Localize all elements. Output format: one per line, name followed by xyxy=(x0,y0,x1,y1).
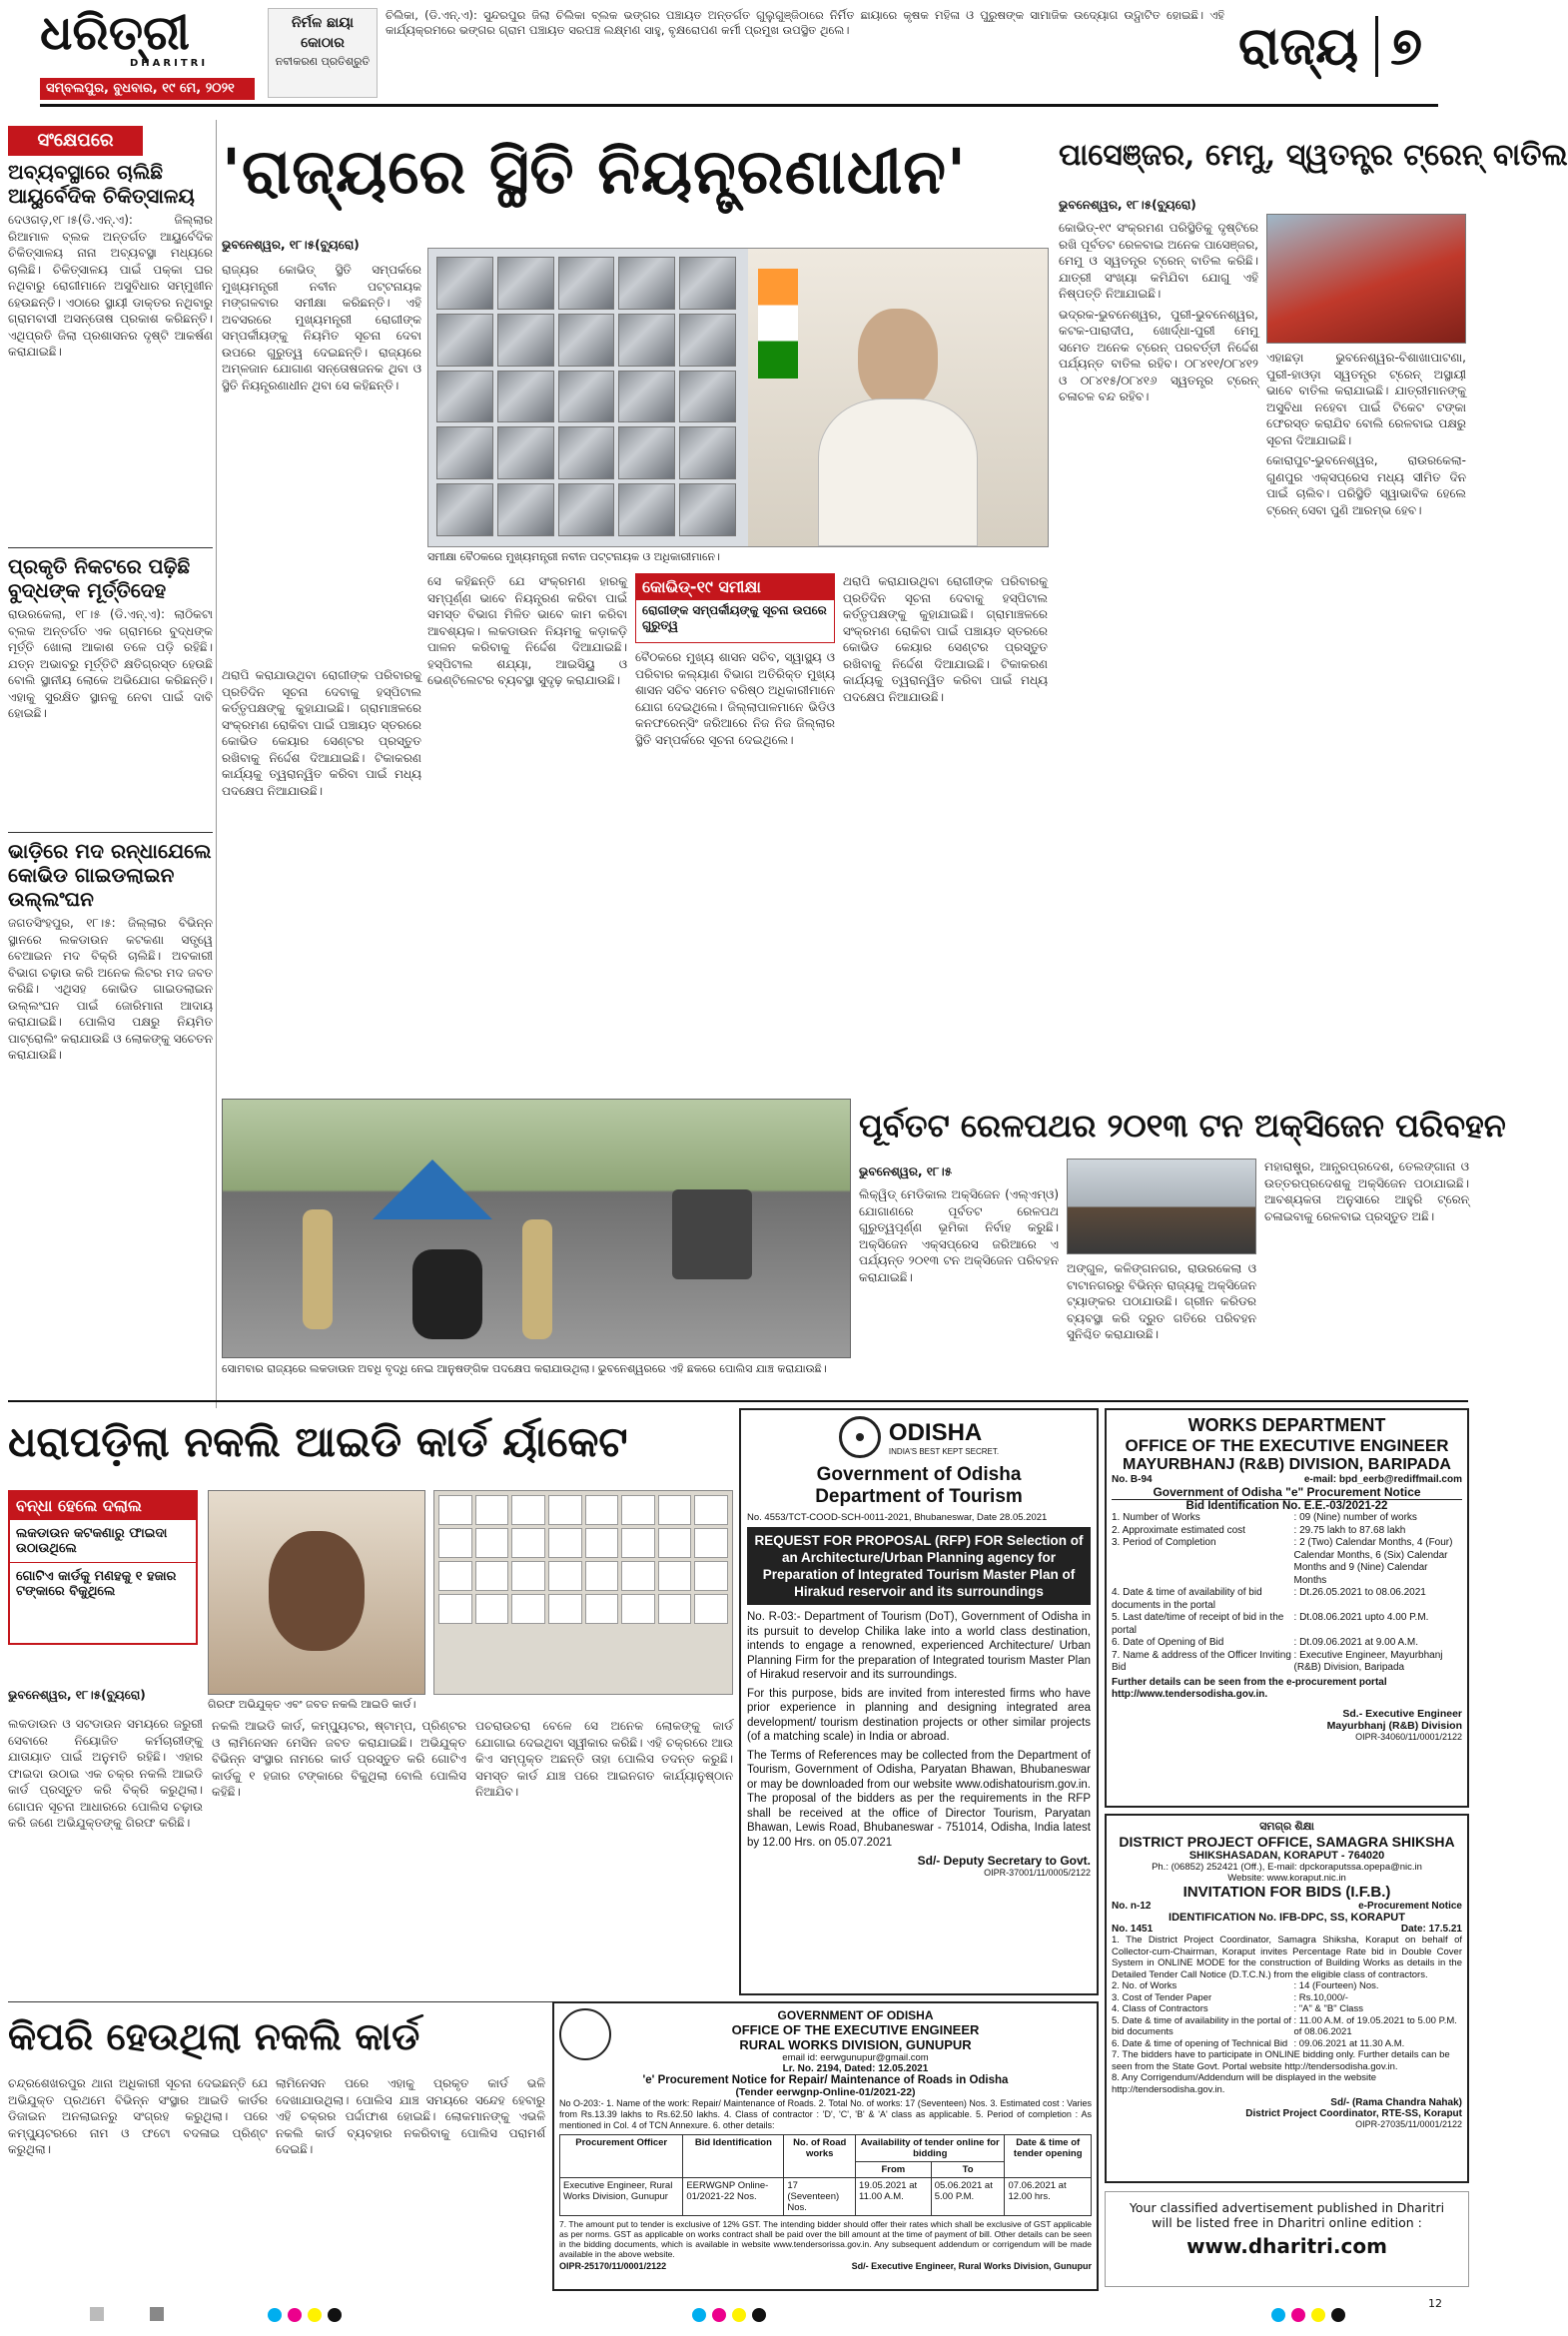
inset-subtitle: ରୋଗୀଙ୍କ ସମ୍ପର୍କୀୟଙ୍କୁ ସୂଚନା ଉପରେ ଗୁରୁତ୍ୱ xyxy=(642,603,827,632)
oxygen-dateline: ଭୁବନେଶ୍ୱର, ୧୮।୫ xyxy=(859,1165,953,1178)
shiksha-row xyxy=(1112,2015,1462,2038)
video-conference-grid xyxy=(436,257,736,536)
fake-cards-photo xyxy=(433,1490,733,1695)
rural-notice: 'e' Procurement Notice for Repair/ Maintenance of Roads in Odisha xyxy=(642,2074,1009,2086)
rural-sign: Sd/- Executive Engineer, Rural Works Division, Gunupur xyxy=(851,2261,1092,2271)
ad-rural xyxy=(552,2001,1099,2291)
rural-table xyxy=(559,2134,1092,2216)
shiksha-row-key: 5. Date & time of availability in the portal of bid documents xyxy=(1112,2014,1292,2037)
section-name: ରାଜ୍ୟ xyxy=(1238,16,1359,77)
classified-url: www.dharitri.com xyxy=(1186,2234,1387,2258)
works-row-value: : 29.75 lakh to 87.68 lakh xyxy=(1293,1524,1406,1536)
racket-point-2: ଗୋଟିଏ କାର୍ଡକୁ ମଣହକୁ ୧ ହଜାର ଟଙ୍କାରେ ବିକୁଥିଲେ xyxy=(16,1569,177,1599)
racket-headline: ଧରାପଡ଼ିଲା ନକଲି ଆଇଡି କାର୍ଡ ର୍ୟାକେଟ xyxy=(8,1417,628,1466)
police-figure-icon xyxy=(303,1209,333,1329)
lead-col-3: ବୈଠକରେ ମୁଖ୍ୟ ଶାସନ ସଚିବ, ସ୍ୱାସ୍ଥ୍ୟ ଓ ପରିବାର କଲ୍ୟାଣ ବିଭାଗ ଅତିରିକ୍ତ ମୁଖ୍ୟ ଶାସନ ସଚିବ ସମେତ ବରିଷ୍ଠ ଅଧିକାରୀମାନେ ଯୋଗ ଦେଇଥିଲେ। ଜିଲ୍ଲାପାଳମାନେ ଭିଡିଓ କନଫରେନ୍ସିଂ ଜରିଆରେ ନିଜ ନିଜ ଜିଲ୍ଲାର ସ୍ଥିତି ସମ୍ପର୍କରେ ସୂଚନା ଦେଇଥିଲେ। xyxy=(635,650,835,747)
racket-col-2: ନକଲି ଆଇଡି କାର୍ଡ, କମ୍ପ୍ୟୁଟର, ଷ୍ଟାମ୍ପ, ପ୍ରିଣ୍ଟର ଓ ଲାମିନେସନ ମେସିନ ଜବତ କରାଯାଇଛି। ଅଭିଯୁକ୍ତ ବିଭିନ୍ନ ସଂସ୍ଥାର ନାମରେ କାର୍ଡ ପ୍ରସ୍ତୁତ କରି ଗୋଟିଏ କାର୍ଡକୁ ୧ ହଜାର ଟଙ୍କାରେ ବିକୁଥିଲା ବୋଲି ପୋଲିସ କହିଛି। xyxy=(212,1719,466,1799)
shiksha-sign-2: District Project Coordinator, RTE-SS, Koraput xyxy=(1245,2108,1462,2119)
person-face-icon xyxy=(858,309,938,408)
tagline-box xyxy=(268,8,378,98)
cmyk-dots-1 xyxy=(265,2307,345,2326)
mid-rule xyxy=(8,1400,1468,1402)
lead-col-4: ଥରାପି କରାଯାଉଥିବା ରୋଗୀଙ୍କ ପରିବାରକୁ ପ୍ରତିଦିନ ସୂଚନା ଦେବାକୁ ହସ୍ପିଟାଲ କର୍ତ୍ତୃପକ୍ଷଙ୍କୁ କୁହାଯାଇଛି। ଗ୍ରାମାଞ୍ଚଳରେ ସଂକ୍ରମଣ ରୋକିବା ପାଇଁ ପଞ୍ଚାୟତ ସ୍ତରରେ କୋଭିଡ କେୟାର ସେଣ୍ଟର ପ୍ରସ୍ତୁତ ରଖିବାକୁ ନିର୍ଦ୍ଦେଶ ଦିଆଯାଇଛି। ଟିକାକରଣ କାର୍ଯ୍ୟକୁ ତ୍ୱରାନ୍ୱିତ କରିବା ପାଇଁ ମଧ୍ୟ ପଦକ୍ଷେପ ନିଆଯାଉଛି। xyxy=(843,574,1048,704)
shiksha-rows xyxy=(1112,1980,1462,2049)
train-para-4: କୋରାପୁଟ-ଭୁବନେଶ୍ୱର, ରାଉରକେଲା-ଗୁଣପୁର ଏକ୍ସପ୍ରେସ ମଧ୍ୟ ସୀମିତ ଦିନ ପାଇଁ ଚାଲିବ। ପରିସ୍ଥିତି ସ୍ୱାଭାବିକ ହେଲେ ଟ୍ରେନ୍ ସେବା ପୁଣି ଆରମ୍ଭ ହେବ। xyxy=(1266,453,1466,517)
rural-cell-opening: 07.06.2021 at 12.00 hrs. xyxy=(1005,2178,1092,2216)
works-row-value: : Dt.08.06.2021 upto 4.00 P.M. xyxy=(1293,1612,1429,1623)
rural-th-from: From xyxy=(856,2162,932,2178)
oxygen-train-photo xyxy=(1067,1159,1256,1254)
tourism-para-2: For this purpose, bids are invited from interested firms who have prior experience in planning and designing integrated area development/ tourism destination projects or other similar projects (of a matching scale) in India or abroad. xyxy=(747,1687,1091,1743)
tent-icon xyxy=(373,1160,492,1219)
works-notice: Government of Odisha "e" Procurement Notice xyxy=(1112,1485,1462,1500)
racket-col-1: ଲକଡାଉନ ଓ ସଟଡାଉନ ସମୟରେ ଜରୁରୀ ସେବାରେ ନିୟୋଜିତ କର୍ମଚାରୀଙ୍କୁ ଯାତାୟାତ ପାଇଁ ଅନୁମତି ରହିଛି। ଏହାର ଫାଇଦା ଉଠାଇ ଏକ ଚକ୍ର ନକଲି ଆଇଡି କାର୍ଡ ପ୍ରସ୍ତୁତ କରି ବିକ୍ରି କରୁଥିଲା। ଗୋପନ ସୂଚନା ଆଧାରରେ ପୋଲିସ ଚଢ଼ାଉ କରି ଜଣେ ଅଭିଯୁକ୍ତଙ୍କୁ ଗିରଫ କରିଛି। xyxy=(8,1717,203,1830)
works-row xyxy=(1112,1637,1462,1650)
brief-headline-3: ଭାଡ଼ିରେ ମଦ ରନ୍ଧାଯେଲେ କୋଭିଡ ଗାଇଡଲାଇନ ଉଲ୍ଲଂଘନ xyxy=(8,839,212,911)
train-photo xyxy=(1266,214,1466,344)
rural-th-works: No. of Road works xyxy=(784,2135,856,2178)
shiksha-intro: 1. The District Project Coordinator, Samagra Shiksha, Koraput on behalf of Collector-cum-Chairman, Koraput invites Percentage Rate bid in Double Cover System in ONLINE MODE for the construction of Building Works as details in the Detailed Tender Call Notice (D.T.C.N.) from the eligible class of contractors. xyxy=(1112,1935,1462,1980)
shiksha-top: ସମଗ୍ର ଶିକ୍ଷା xyxy=(1259,1821,1314,1833)
lead-dateline: ଭୁବନେଶ୍ୱର, ୧୮।୫(ବ୍ୟୁରୋ) xyxy=(222,238,360,252)
rural-th-bid: Bid Identification xyxy=(683,2135,784,2178)
brief-headline-2: ପ୍ରକୃତି ନିକଟରେ ପଢ଼ିଛି ବୁଦ୍ଧଙ୍କ ମୂର୍ତ୍ତିଦେହ xyxy=(8,554,191,602)
shiksha-p7: 7. The bidders have to participate in ONLINE bidding only. Further details can be seen from the State Govt. Portal website http://tendersodisha.gov.in. xyxy=(1112,2049,1450,2072)
rural-cell-from: 19.05.2021 at 11.00 A.M. xyxy=(856,2178,932,2216)
tourism-brand-tag: INDIA'S BEST KEPT SECRET. xyxy=(888,1446,1000,1456)
ad-works xyxy=(1105,1408,1469,1808)
oxygen-headline: ପୂର୍ବତଟ ରେଳପଥର ୨୦୧୩ ଟନ ଅକ୍ସିଜେନ ପରିବହନ xyxy=(859,1107,1506,1145)
rural-th-officer: Procurement Officer xyxy=(560,2135,683,2178)
racket-box xyxy=(8,1490,198,1645)
rural-cell-to: 05.06.2021 at 5.00 P.M. xyxy=(931,2178,1005,2216)
train-dateline: ଭୁବନେଶ୍ୱର, ୧୮।୫(ବ୍ୟୁରୋ) xyxy=(1059,198,1196,212)
works-row-key: 6. Date of Opening of Bid xyxy=(1112,1637,1224,1648)
rural-ref: Lr. No. 2194, Dated: 12.05.2021 xyxy=(782,2063,929,2074)
fake-card-headline: କିପରି ହେଉଥିଲା ନକଲି କାର୍ଡ xyxy=(8,2013,420,2058)
cmyk-dots-2 xyxy=(689,2307,769,2326)
shiksha-row-value: : Rs.10,000/- xyxy=(1293,1991,1348,2003)
tourism-dept: Department of Tourism xyxy=(815,1486,1023,1507)
works-row xyxy=(1112,1512,1462,1525)
section-header xyxy=(1238,12,1438,92)
shiksha-website: Website: www.koraput.nic.in xyxy=(1227,1873,1346,1884)
tagline-1: ନିର୍ମଳ ଛାୟା xyxy=(292,15,354,31)
works-row-value: : 2 (Two) Calendar Months, 4 (Four) Calendar Months, 6 (Six) Calendar Months and 9 (Nine) Calendar Months xyxy=(1293,1537,1453,1586)
tourism-govt: Government of Odisha xyxy=(816,1464,1022,1485)
rural-th-opening: Date & time of tender opening xyxy=(1005,2135,1092,2178)
works-no: No. B-94 xyxy=(1112,1474,1153,1485)
table-row xyxy=(560,2178,1092,2216)
shiksha-row xyxy=(1112,2038,1462,2050)
lead-headline: 'ରାଜ୍ୟରେ ସ୍ଥିତି ନିୟନ୍ତ୍ରଣାଧୀନ' xyxy=(222,135,967,208)
works-row-key: 2. Approximate estimated cost xyxy=(1112,1524,1245,1536)
print-registration-strip xyxy=(0,2297,1475,2333)
shiksha-sign-1: Sd/- (Rama Chandra Nahak) xyxy=(1330,2097,1462,2108)
racket-point-1: ଲକଡାଉନ କଟକଣାରୁ ଫାଇଦା ଉଠାଉଥିଲେ xyxy=(10,1520,196,1563)
racket-dateline: ଭୁବନେଶ୍ୱର, ୧୮।୫(ବ୍ୟୁରୋ) xyxy=(8,1688,146,1702)
rural-th-to: To xyxy=(931,2162,1005,2178)
accused-photo xyxy=(208,1490,425,1695)
rural-intro: No O-203:- 1. Name of the work: Repair/ Maintenance of Roads. 2. Total No. of works: 17 (Seventeen) Nos. 3. Estimated cost : Varies from Rs.13.39 lakhs to Rs.62.50 lakhs. 4. Class of contractor : 'D', 'C', 'B' & 'A' class as applicable. 5. Period of completion : As mentioned in Col. 4 of TCN Annexure. 6. other details: xyxy=(559,2098,1092,2130)
tourism-para-1: No. R-03:- Department of Tourism (DoT), Government of Odisha in its pursuit to develop Chilika lake into a world class destination, intends to engage a renowned, experienced Architecture/ Urban Planning Firm for the preparation of Integrated tourism Master Plan of Hirakud reservoir and its surroundings. xyxy=(747,1611,1091,1681)
page-number-top: ୭ xyxy=(1375,16,1422,77)
racket-box-title: ବନ୍ଧା ହେଲେ ଦଲାଲ xyxy=(10,1492,196,1520)
covid-inset xyxy=(635,573,835,643)
shiksha-row xyxy=(1112,1980,1462,1992)
shiksha-no-2: No. 1451 xyxy=(1112,1924,1154,1935)
works-sign-1: Sd.- Executive Engineer xyxy=(1342,1707,1462,1720)
logo-text: ଧରିତ୍ରୀ xyxy=(40,5,190,61)
shiksha-row-key: 3. Cost of Tender Paper xyxy=(1112,1991,1212,2003)
dateline-band: ସମ୍ବଲପୁର, ବୁଧବାର, ୧୯ ମେ, ୨୦୨୧ xyxy=(40,78,255,100)
oxygen-col-2: ଅଙ୍ଗୁଳ, କଳିଙ୍ଗନଗର, ରାଉରକେଲା ଓ ଟାଟାନଗରରୁ ବିଭିନ୍ନ ରାଜ୍ୟକୁ ଅକ୍ସିଜେନ ଟ୍ୟାଙ୍କର ପଠାଯାଉଛି। ଗ୍ରୀନ କରିଡର ବ୍ୟବସ୍ଥା କରି ଦ୍ରୁତ ଗତିରେ ପରିବହନ ସୁନିଶ୍ଚିତ କରାଯାଉଛି। xyxy=(1067,1261,1256,1341)
cmyk-dots-3 xyxy=(1268,2307,1348,2326)
shiksha-row-value: : "A" & "B" Class xyxy=(1293,2003,1363,2014)
top-ticker: ଚିଲିକା, (ଡି.ଏନ୍.ଏ): ସୁନ୍ଦରପୁର ଜିଲା ଚିଲିକା ବ୍ଲକ ଭଙ୍ଗର ପଞ୍ଚାୟତ ଅନ୍ତର୍ଗତ ଗୁଲୁଗୁଞ୍ଜିଠାରେ ନିର୍ମିତ ଛାୟାରେ କୃଷକ ମହିଳା ଓ ପୁରୁଷଙ୍କ ସାମାଜିକ ଉଦ୍ୟୋଗ ଉଦ୍ଘାଟିତ ହୋଇଛି। ଏହି କାର୍ଯ୍ୟକ୍ରମରେ ଭଙ୍ଗର ଗ୍ରାମ ପଞ୍ଚାୟତ ସରପଞ୍ଚ ଲକ୍ଷ୍ମଣ ସାହୁ, ବୃକ୍ଷରୋପଣ କର୍ମୀ ପ୍ରମୁଖ ଉପସ୍ଥିତ ଥିଲେ। xyxy=(386,8,1224,37)
shiksha-row-key: 2. No. of Works xyxy=(1112,1980,1177,1991)
works-title-3: MAYURBHANJ (R&B) DIVISION, BARIPADA xyxy=(1123,1456,1451,1473)
street-photo xyxy=(222,1099,851,1358)
shiksha-date: Date: 17.5.21 xyxy=(1400,1924,1462,1935)
shiksha-oipr: OIPR-27035/11/0001/2122 xyxy=(1355,2119,1462,2129)
works-row xyxy=(1112,1650,1462,1675)
brief-body-2: ରାଉରକେଲା, ୧୮।୫ (ଡି.ଏନ୍.ଏ): ଲାଠିକଟା ବ୍ଲକ ଅନ୍ତର୍ଗତ ଏକ ଗ୍ରାମରେ ବୁଦ୍ଧଙ୍କ ମୂର୍ତ୍ତି ଖୋଲା ଆକାଶ ତଳେ ପଡ଼ି ରହିଛି। ଯତ୍ନ ଅଭାବରୁ ମୂର୍ତ୍ତିଟି କ୍ଷତିଗ୍ରସ୍ତ ହେଉଛି ବୋଲି ସ୍ଥାନୀୟ ଲୋକେ ଅଭିଯୋଗ କରିଛନ୍ତି। ଏହାକୁ ସୁରକ୍ଷିତ ସ୍ଥାନକୁ ନେବା ପାଇଁ ଦାବି ହୋଇଛି। xyxy=(8,607,213,720)
train-headline: ପାସେଞ୍ଜର, ମେମୁ, ସ୍ୱତନ୍ତ୍ର ଟ୍ରେନ୍ ବାତିଲ xyxy=(1059,138,1568,173)
lead-col-2: ସେ କହିଛନ୍ତି ଯେ ସଂକ୍ରମଣ ହାରକୁ ସମ୍ପୂର୍ଣ୍ଣ ଭାବେ ନିୟନ୍ତ୍ରଣ କରିବା ପାଇଁ ସମସ୍ତ ବିଭାଗ ମିଳିତ ଭାବେ କାମ କରିବା ଆବଶ୍ୟକ। ଲକଡାଉନ ନିୟମକୁ କଡ଼ାକଡ଼ି ପାଳନ କରିବାକୁ ନିର୍ଦ୍ଦେଶ ଦିଆଯାଇଛି। ହସ୍ପିଟାଲ ଶଯ୍ୟା, ଆଇସିୟୁ ଓ ଭେଣ୍ଟିଲେଟର ବ୍ୟବସ୍ଥା ସୁଦୃଢ଼ କରାଯାଉଛି। xyxy=(427,574,627,687)
masthead-rule xyxy=(40,104,1438,107)
works-row-key: 5. Last date/time of receipt of bid in the portal xyxy=(1112,1612,1284,1636)
works-rows xyxy=(1112,1512,1462,1675)
works-row xyxy=(1112,1525,1462,1538)
works-title-1: WORKS DEPARTMENT xyxy=(1187,1415,1386,1435)
lead-col-1: ରାଜ୍ୟର କୋଭିଡ୍ ସ୍ଥିତି ସମ୍ପର୍କରେ ମୁଖ୍ୟମନ୍ତ୍ରୀ ନବୀନ ପଟ୍ଟନାୟକ ମଙ୍ଗଳବାର ସମୀକ୍ଷା କରିଛନ୍ତି। ଏହି ଅବସରରେ ମୁଖ୍ୟମନ୍ତ୍ରୀ ରୋଗୀଙ୍କ ସମ୍ପର୍କୀୟଙ୍କୁ ନିୟମିତ ସୂଚନା ଦେବା ଉପରେ ଗୁରୁତ୍ୱ ଦେଇଛନ୍ତି। ରାଜ୍ୟରେ ଅମ୍ଳଜାନ ଯୋଗାଣ ସନ୍ତୋଷଜନକ ଥିବା ଓ ସ୍ଥିତି ନିୟନ୍ତ୍ରଣାଧୀନ ଥିବା ସେ କହିଛନ୍ତି। xyxy=(222,263,421,392)
street-photo-caption: ସୋମବାର ରାଜ୍ୟରେ ଲକଡାଉନ ଅବଧି ବୃଦ୍ଧି ନେଇ ଆନୁଷଙ୍ଗିକ ପଦକ୍ଷେପ କରାଯାଉଥିଲା। ଭୁବନେଶ୍ୱରରେ ଏହି ଛକରେ ପୋଲିସ ଯାଞ୍ଚ କରାଯାଉଛି। xyxy=(222,1362,827,1375)
rural-notes: 7. The amount put to tender is exclusive of 12% GST. The intending bidder should offer their rates which shall be exclusive of GST applicable as per norms. GST as applicable on works contract shall be paid over the bill amount at the time of payment of bill. Other details can be seen in the bidding documents, which is available in website www.tendersorissa.gov.in. Any subsequent addendum or corrigendum will be made available in the above website. xyxy=(559,2219,1092,2259)
brief-headline-1: ଅବ୍ୟବସ୍ଥାରେ ଚାଲିଛି ଆୟୁର୍ବେଦିକ ଚିକିତ୍ସାଳୟ xyxy=(8,160,195,208)
lead-photo-caption: ସମୀକ୍ଷା ବୈଠକରେ ମୁଖ୍ୟମନ୍ତ୍ରୀ ନବୀନ ପଟ୍ଟନାୟକ ଓ ଅଧିକାରୀମାନେ। xyxy=(427,550,721,563)
ad-shiksha xyxy=(1105,1814,1469,2183)
logo-sub: DHARITRI xyxy=(130,58,209,69)
shiksha-row-key: 4. Class of Contractors xyxy=(1112,2003,1208,2014)
works-further: Further details can be seen from the e-procurement portal http://www.tendersodisha.gov.in. xyxy=(1112,1676,1387,1700)
shiksha-notice: e-Procurement Notice xyxy=(1358,1901,1462,1912)
works-row-value: : Executive Engineer, Mayurbhanj (R&B) Division, Baripada xyxy=(1293,1649,1443,1673)
tourism-ref: No. 4553/TCT-COOD-SCH-0011-2021, Bhubaneswar, Date 28.05.2021 xyxy=(747,1512,1048,1523)
shiksha-title-1: DISTRICT PROJECT OFFICE, SAMAGRA SHIKSHA xyxy=(1119,1834,1455,1850)
brief-label: ସଂକ୍ଷେପରେ xyxy=(8,126,143,156)
works-row xyxy=(1112,1612,1462,1637)
rural-cell-bid: EERWGNP Online- 01/2021-22 Nos. xyxy=(683,2178,784,2216)
rural-title-2: OFFICE OF THE EXECUTIVE ENGINEER xyxy=(731,2022,980,2037)
rural-email: email id: eerwgunupur@gmail.com xyxy=(782,2052,929,2063)
shiksha-row-key: 6. Date & time of opening of Technical Bid xyxy=(1112,2037,1288,2049)
police-figure-icon-2 xyxy=(522,1219,552,1339)
works-row-value: : 09 (Nine) number of works xyxy=(1293,1512,1417,1523)
oxygen-col-3: ମହାରାଷ୍ଟ୍ର, ଆନ୍ଧ୍ରପ୍ରଦେଶ, ତେଲଙ୍ଗାନା ଓ ଉତ୍ତରପ୍ରଦେଶକୁ ଅକ୍ସିଜେନ ପଠାଯାଇଛି। ଆବଶ୍ୟକତା ଅନୁସାରେ ଆହୁରି ଟ୍ରେନ୍ ଚଳାଇବାକୁ ରେଳବାଇ ପ୍ରସ୍ତୁତ ଅଛି। xyxy=(1264,1160,1469,1223)
rural-title-1: GOVERNMENT OF ODISHA xyxy=(777,2008,934,2022)
classified-box xyxy=(1105,2191,1469,2287)
fake-card-col-1: ଚନ୍ଦ୍ରଶେଖରପୁର ଥାନା ଅଧିକାରୀ ସୂଚନା ଦେଇଛନ୍ତି ଯେ ଅଭିଯୁକ୍ତ ପ୍ରଥମେ ବିଭିନ୍ନ ସଂସ୍ଥାର ଆଇଡି କାର୍ଡର ଡିଜାଇନ ଅନଲାଇନରୁ ସଂଗ୍ରହ କରୁଥିଲା। ପରେ କମ୍ପ୍ୟୁଟରରେ ନାମ ଓ ଫଟୋ ବଦଳାଇ ପ୍ରିଣ୍ଟ କରୁଥିଲା। xyxy=(8,2076,268,2156)
brief-body-1: ଦେଓଗଡ଼,୧୮।୫(ଡି.ଏନ୍.ଏ): ଜିଲ୍ଲାର ରିଆମାଳ ବ୍ଲକ ଅନ୍ତର୍ଗତ ଆୟୁର୍ବେଦିକ ଚିକିତ୍ସାଳୟ ନାନା ଅବ୍ୟବସ୍ଥା ମଧ୍ୟରେ ଚାଲିଛି। ଚିକିତ୍ସାଳୟ ପାଇଁ ପକ୍କା ଘର ନଥିବାରୁ ରୋଗୀମାନେ ଅସୁବିଧାର ସମ୍ମୁଖୀନ ହେଉଛନ୍ତି। ଏଠାରେ ସ୍ଥାୟୀ ଡାକ୍ତର ନଥିବାରୁ ଗ୍ରାମବାସୀ ଅସନ୍ତୋଷ ପ୍ରକାଶ କରିଛନ୍ତି। ଏଥିପ୍ରତି ଜିଲା ପ୍ରଶାସନର ଦୃଷ୍ଟି ଆକର୍ଷଣ କରାଯାଇଛି। xyxy=(8,213,213,359)
works-row-key: 1. Number of Works xyxy=(1112,1512,1200,1523)
works-row-key: 4. Date & time of availability of bid documents in the portal xyxy=(1112,1587,1262,1611)
shiksha-row-value: : 11.00 A.M. of 19.05.2021 to 5.00 P.M. of 08.06.2021 xyxy=(1293,2014,1457,2037)
odisha-emblem-icon xyxy=(559,2008,611,2060)
works-row-value: : Dt.26.05.2021 to 08.06.2021 xyxy=(1293,1587,1426,1598)
shiksha-bid-id: IDENTIFICATION No. IFB-DPC, SS, KORAPUT xyxy=(1169,1912,1405,1924)
motorbike-icon xyxy=(412,1249,482,1339)
classified-line-1: Your classified advertisement published in Dharitri xyxy=(1129,2200,1445,2215)
train-para-1: କୋଭିଡ୍-୧୯ ସଂକ୍ରମଣ ପରିସ୍ଥିତିକୁ ଦୃଷ୍ଟିରେ ରଖି ପୂର୍ବତଟ ରେଳବାଇ ଅନେକ ପାସେଞ୍ଜର, ମେମୁ ଓ ସ୍ୱତନ୍ତ୍ର ଟ୍ରେନ୍ ବାତିଲ କରିଛି। ଯାତ୍ରୀ ସଂଖ୍ୟା କମିଯିବା ଯୋଗୁ ଏହି ନିଷ୍ପତ୍ତି ନିଆଯାଇଛି। xyxy=(1059,221,1258,301)
rural-cell-works: 17 (Seventeen) Nos. xyxy=(784,2178,856,2216)
rural-oipr: OIPR-25170/11/0001/2122 xyxy=(559,2261,667,2271)
shiksha-row xyxy=(1112,2003,1462,2015)
lead-photo xyxy=(427,248,1049,547)
shiksha-title-2: SHIKSHASADAN, KORAPUT - 764020 xyxy=(1188,1850,1385,1862)
train-para-3: ଏହାଛଡ଼ା ଭୁବନେଶ୍ୱର-ବିଶାଖାପାଟଣା, ପୁରୀ-ହାଓଡ଼ା ସ୍ୱତନ୍ତ୍ର ଟ୍ରେନ୍ ଅସ୍ଥାୟୀ ଭାବେ ବାତିଲ କରାଯାଇଛି। ଯାତ୍ରୀମାନଙ୍କୁ ଅସୁବିଧା ନହେବା ପାଇଁ ଟିକେଟ ଟଙ୍କା ଫେରସ୍ତ କରାଯିବ ବୋଲି ରେଳବାଇ ପକ୍ଷରୁ ସୂଚନା ଦିଆଯାଇଛି। xyxy=(1266,351,1466,447)
ad-tourism xyxy=(739,1408,1099,1995)
works-bid-id: Bid Identification No. E.E.-03/2021-22 xyxy=(1185,1500,1388,1512)
person-body-icon xyxy=(818,398,978,546)
tagline-2: କୋଠାର xyxy=(301,35,345,51)
fake-card-col-2: ଲାମିନେସନ ପରେ ଏହାକୁ ପ୍ରକୃତ କାର୍ଡ ଭଳି ଦେଖାଯାଉଥିଲା। ପୋଲିସ ଯାଞ୍ଚ ସମୟରେ ସନ୍ଦେହ ହେବାରୁ ଏହି ଚକ୍ରର ପର୍ଦ୍ଦାଫାଶ ହୋଇଛି। ଲୋକମାନଙ୍କୁ ଏଭଳି ନକଲି କାର୍ଡ ବ୍ୟବହାର ନକରିବାକୁ ପୋଲିସ ପରାମର୍ଶ ଦେଇଛି। xyxy=(276,2076,545,2156)
train-para-2: ଭଦ୍ରକ-ଭୁବନେଶ୍ୱର, ପୁରୀ-ଭୁବନେଶ୍ୱର, କଟକ-ପାରାଦୀପ, ଖୋର୍ଦ୍ଧା-ପୁରୀ ମେମୁ ସମେତ ଅନେକ ଟ୍ରେନ୍ ପରବର୍ତ୍ତୀ ନିର୍ଦ୍ଦେଶ ପର୍ଯ୍ୟନ୍ତ ବାତିଲ ରହିବ। ୦୮୪୧୧/୦୮୪୧୨ ଓ ୦୮୪୧୫/୦୮୪୧୬ ସ୍ୱତନ୍ତ୍ର ଟ୍ରେନ୍ ଚଳାଚଳ ବନ୍ଦ ରହିବ। xyxy=(1059,307,1258,403)
works-row-key: 7. Name & address of the Officer Inviting Bid xyxy=(1112,1649,1291,1673)
rural-tender: (Tender eerwgnp-Online-01/2021-22) xyxy=(735,2086,916,2098)
brief-divider xyxy=(216,120,217,1408)
konark-wheel-icon xyxy=(839,1416,881,1458)
tagline-3: ନବୀକରଣ ପ୍ରତିଶ୍ରୁତି xyxy=(275,55,371,68)
shiksha-p8: 8. Any Corrigendum/Addendum will be displayed in the website http://tendersodisha.gov.in. xyxy=(1112,2072,1377,2095)
shiksha-invitation: INVITATION FOR BIDS (I.F.B.) xyxy=(1182,1884,1391,1901)
rural-th-availability: Availability of tender online for bidding xyxy=(856,2135,1005,2162)
shiksha-row-value: : 09.06.2021 at 11.30 A.M. xyxy=(1293,2037,1405,2049)
brief-body-3: ଜଗତସିଂହପୁର, ୧୮।୫: ଜିଲ୍ଲାର ବିଭିନ୍ନ ସ୍ଥାନରେ ଲକଡାଉନ କଟକଣା ସତ୍ତ୍ୱେ ବେଆଇନ ମଦ ବିକ୍ରି ଚାଲିଛି। ଅବକାରୀ ବିଭାଗ ଚଢ଼ାଉ କରି ଅନେକ ଲିଟର ମଦ ଜବତ କରିଛି। ଏଥିସହ କୋଭିଡ ଗାଇଡଲାଇନ ଉଲ୍ଲଂଘନ ପାଇଁ ଜୋରିମାନା ଆଦାୟ କରାଯାଇଛି। ପୋଲିସ ପକ୍ଷରୁ ନିୟମିତ ପାଟ୍ରୋଲିଂ କରାଯାଉଛି ଓ ଲୋକଙ୍କୁ ସଚେତନ କରାଯାଉଛି। xyxy=(8,916,213,1062)
cm-portrait xyxy=(748,249,1048,546)
works-row-value: : Dt.09.06.2021 at 9.00 A.M. xyxy=(1293,1637,1419,1648)
oxygen-col-1: ଲିକ୍ୱିଡ୍ ମେଡିକାଲ ଅକ୍ସିଜେନ (ଏଲ୍ଏମ୍ଓ) ଯୋଗାଣରେ ପୂର୍ବତଟ ରେଳପଥ ଗୁରୁତ୍ୱପୂର୍ଣ୍ଣ ଭୂମିକା ନିର୍ବାହ କରୁଛି। ଅକ୍ସିଜେନ ଏକ୍ସପ୍ରେସ ଜରିଆରେ ଏ ପର୍ଯ୍ୟନ୍ତ ୨୦୧୩ ଟନ ଅକ୍ସିଜେନ ପରିବହନ କରାଯାଇଛି। xyxy=(859,1187,1059,1284)
train-col-1 xyxy=(1059,220,1258,1089)
rural-title-3: RURAL WORKS DIVISION, GUNUPUR xyxy=(739,2037,972,2052)
works-row xyxy=(1112,1537,1462,1587)
racket-photo-caption: ଗିରଫ ଅଭିଯୁକ୍ତ ଏବଂ ଜବତ ନକଲି ଆଇଡି କାର୍ଡ। xyxy=(208,1698,416,1711)
works-row-key: 3. Period of Completion xyxy=(1112,1537,1216,1548)
works-oipr: OIPR-34060/11/0001/2122 xyxy=(1355,1731,1462,1742)
works-title-2: OFFICE OF THE EXECUTIVE ENGINEER xyxy=(1125,1436,1449,1455)
train-col-2 xyxy=(1266,350,1466,1089)
footer-page-number: 12 xyxy=(1428,2297,1442,2310)
tourism-sign: Sd/- Deputy Secretary to Govt. xyxy=(917,1854,1091,1868)
tourism-rfp-band: REQUEST FOR PROPOSAL (RFP) FOR Selection of an Architecture/Urban Planning agency for Preparation of Integrated Tourism Master Plan of Hirakud reservoir and its surroundings xyxy=(747,1527,1091,1605)
car-icon xyxy=(672,1189,752,1279)
shiksha-phone: Ph.: (06852) 252421 (Off.), E-mail: dpckoraputssa.opepa@nic.in xyxy=(1152,1862,1422,1873)
shiksha-no: No. n-12 xyxy=(1112,1901,1152,1912)
accused-face-icon xyxy=(269,1531,365,1651)
tourism-brand: ODISHA xyxy=(888,1418,983,1446)
tourism-para-3: The Terms of References may be collected from the Department of Tourism, Government of Odisha, Paryatan Bhawan, Bhubaneswar or may be downloaded from our website www.odishatourism.gov.in. The proposal of the bidders as per the requirements in the RFP shall be received at the office of Director Tourism, Paryatan Bhawan, Lewis Road, Bhubaneswar - 751014, Odisha, India latest by 12.00 Hrs. on 05.07.2021 xyxy=(747,1749,1091,1849)
works-row xyxy=(1112,1587,1462,1612)
works-sign-2: Mayurbhanj (R&B) Division xyxy=(1326,1719,1462,1732)
shiksha-row-value: : 14 (Fourteen) Nos. xyxy=(1293,1980,1379,1991)
racket-col-3: ପଚରାଉଚରା ବେଳେ ସେ ଅନେକ ଲୋକଙ୍କୁ କାର୍ଡ ଯୋଗାଇ ଦେଇଥିବା ସ୍ୱୀକାର କରିଛି। ଏହି ଚକ୍ରରେ ଆଉ କିଏ ସମ୍ପୃକ୍ତ ଅଛନ୍ତି ତାହା ପୋଲିସ ତଦନ୍ତ କରୁଛି। ସମସ୍ତ କାର୍ଡ ଯାଞ୍ଚ ପରେ ଆଇନଗତ କାର୍ଯ୍ୟାନୁଷ୍ଠାନ ନିଆଯିବ। xyxy=(475,1719,733,1799)
classified-line-2: will be listed free in Dharitri online edition : xyxy=(1152,2215,1422,2230)
masthead-logo xyxy=(40,5,260,78)
flag-icon xyxy=(758,269,798,379)
rural-cell-officer: Executive Engineer, Rural Works Division, Gunupur xyxy=(560,2178,683,2216)
brief-column xyxy=(8,160,213,1408)
lead-col-1b: ଥରାପି କରାଯାଉଥିବା ରୋଗୀଙ୍କ ପରିବାରକୁ ପ୍ରତିଦିନ ସୂଚନା ଦେବାକୁ ହସ୍ପିଟାଲ କର୍ତ୍ତୃପକ୍ଷଙ୍କୁ କୁହାଯାଇଛି। ଗ୍ରାମାଞ୍ଚଳରେ ସଂକ୍ରମଣ ରୋକିବା ପାଇଁ ପଞ୍ଚାୟତ ସ୍ତରରେ କୋଭିଡ କେୟାର ସେଣ୍ଟର ପ୍ରସ୍ତୁତ ରଖିବାକୁ ନିର୍ଦ୍ଦେଶ ଦିଆଯାଇଛି। ଟିକାକରଣ କାର୍ଯ୍ୟକୁ ତ୍ୱରାନ୍ୱିତ କରିବା ପାଇଁ ମଧ୍ୟ ପଦକ୍ଷେପ ନିଆଯାଉଛି। xyxy=(222,668,421,798)
works-email: e-mail: bpd_eerb@rediffmail.com xyxy=(1303,1474,1462,1485)
tourism-oipr: OIPR-37001/11/0005/2122 xyxy=(984,1868,1091,1878)
inset-title: କୋଭିଡ୍-୧୯ ସମୀକ୍ଷା xyxy=(636,574,834,600)
shiksha-row xyxy=(1112,1992,1462,2004)
